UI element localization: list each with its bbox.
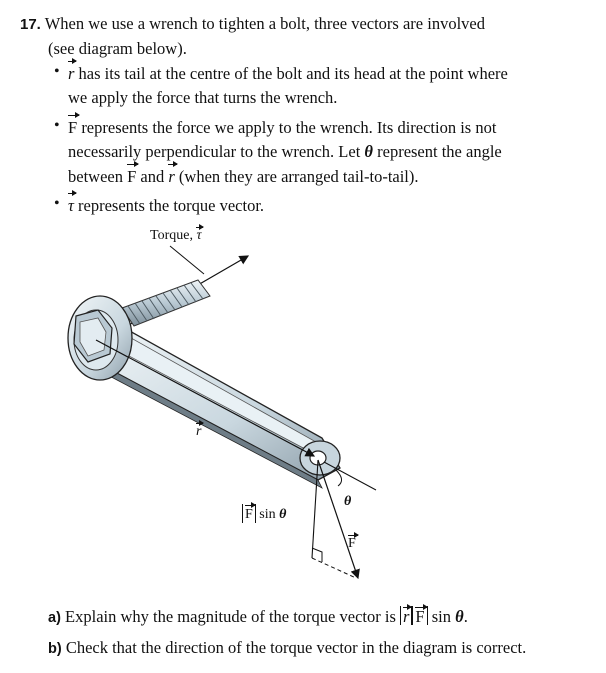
bullet-r-text-1: has its tail at the centre of the bolt and its head at the point where xyxy=(74,64,508,83)
torque-leader-line xyxy=(170,246,204,274)
f-sin-theta-label: F sin θ xyxy=(242,504,286,523)
problem-text xyxy=(20,12,580,217)
component-dashed-line xyxy=(312,558,356,578)
question-b xyxy=(48,633,588,664)
wrench-illustration xyxy=(0,222,606,592)
wrench-diagram xyxy=(0,222,606,592)
bullet-F-text-1: represents the force we apply to the wrench. Its direction is not xyxy=(77,118,497,137)
F-vector-label: F xyxy=(348,536,356,551)
torque-label: Torque, τ xyxy=(150,228,202,243)
bullet-F-text-3b: and xyxy=(136,167,169,186)
bullet-F-text-2a: necessarily perpendicular to the wrench. Let xyxy=(68,141,365,161)
question-a: a) Explain why the magnitude of the torque vector is r F sin θ. xyxy=(48,607,468,626)
vector-tau-symbol: τ xyxy=(68,192,74,218)
bullet-r xyxy=(20,60,580,109)
theta-angle-arc xyxy=(336,470,342,486)
question-b-letter: b) xyxy=(48,641,62,657)
question-a-letter: a) xyxy=(48,610,61,626)
bullet-F-text-3a: between xyxy=(68,167,128,186)
question-a-theta: θ xyxy=(455,607,464,626)
problem-number: 17. xyxy=(20,16,41,33)
theta-symbol: θ xyxy=(364,141,373,161)
r-vector-arrow xyxy=(96,340,314,456)
bullet-dot-icon: • xyxy=(54,63,60,80)
torque-tau-symbol: τ xyxy=(196,228,202,243)
wrench-end-ring xyxy=(300,441,340,475)
vector-r-symbol-inline: r xyxy=(168,163,174,189)
force-vector-arrow xyxy=(318,460,358,578)
fsin-F-symbol: F xyxy=(245,504,253,523)
question-a-r: r xyxy=(403,607,410,626)
fsin-theta-symbol: θ xyxy=(279,507,287,522)
bullet-F-text-2b: represent the angle xyxy=(373,141,502,161)
r-label xyxy=(196,422,201,440)
problem-intro-text-1: When we use a wrench to tighten a bolt, three vectors are involved xyxy=(44,14,485,33)
r-vector-label: r xyxy=(196,424,202,439)
bullet-tau-text: represents the torque vector. xyxy=(73,195,265,215)
theta-angle-label: θ xyxy=(344,494,352,509)
right-angle-marker xyxy=(312,548,322,562)
question-a-text: Explain why the magnitude of the torque vector is xyxy=(60,607,400,626)
bolt-threads xyxy=(122,280,210,326)
problem-intro-line1 xyxy=(20,12,580,37)
vector-F-symbol: F xyxy=(68,114,77,140)
vector-F-symbol-inline: F xyxy=(127,163,136,189)
r-direction-extension xyxy=(324,462,376,490)
bullet-r-text-2: we apply the force that turns the wrench. xyxy=(68,87,338,107)
bullet-tau xyxy=(20,192,580,218)
question-a-F: F xyxy=(415,607,425,626)
bullet-F xyxy=(20,114,580,189)
bullet-F-text-3c: (when they are arranged tail-to-tail). xyxy=(174,167,419,186)
vector-r-symbol: r xyxy=(68,60,74,86)
bullet-dot-icon: • xyxy=(54,194,60,212)
questions xyxy=(48,602,588,664)
bullet-dot-icon: • xyxy=(54,117,60,134)
problem-intro-line2: (see diagram below). xyxy=(48,38,187,58)
question-b-text: Check that the direction of the torque vector in the diagram is correct. xyxy=(61,638,527,657)
